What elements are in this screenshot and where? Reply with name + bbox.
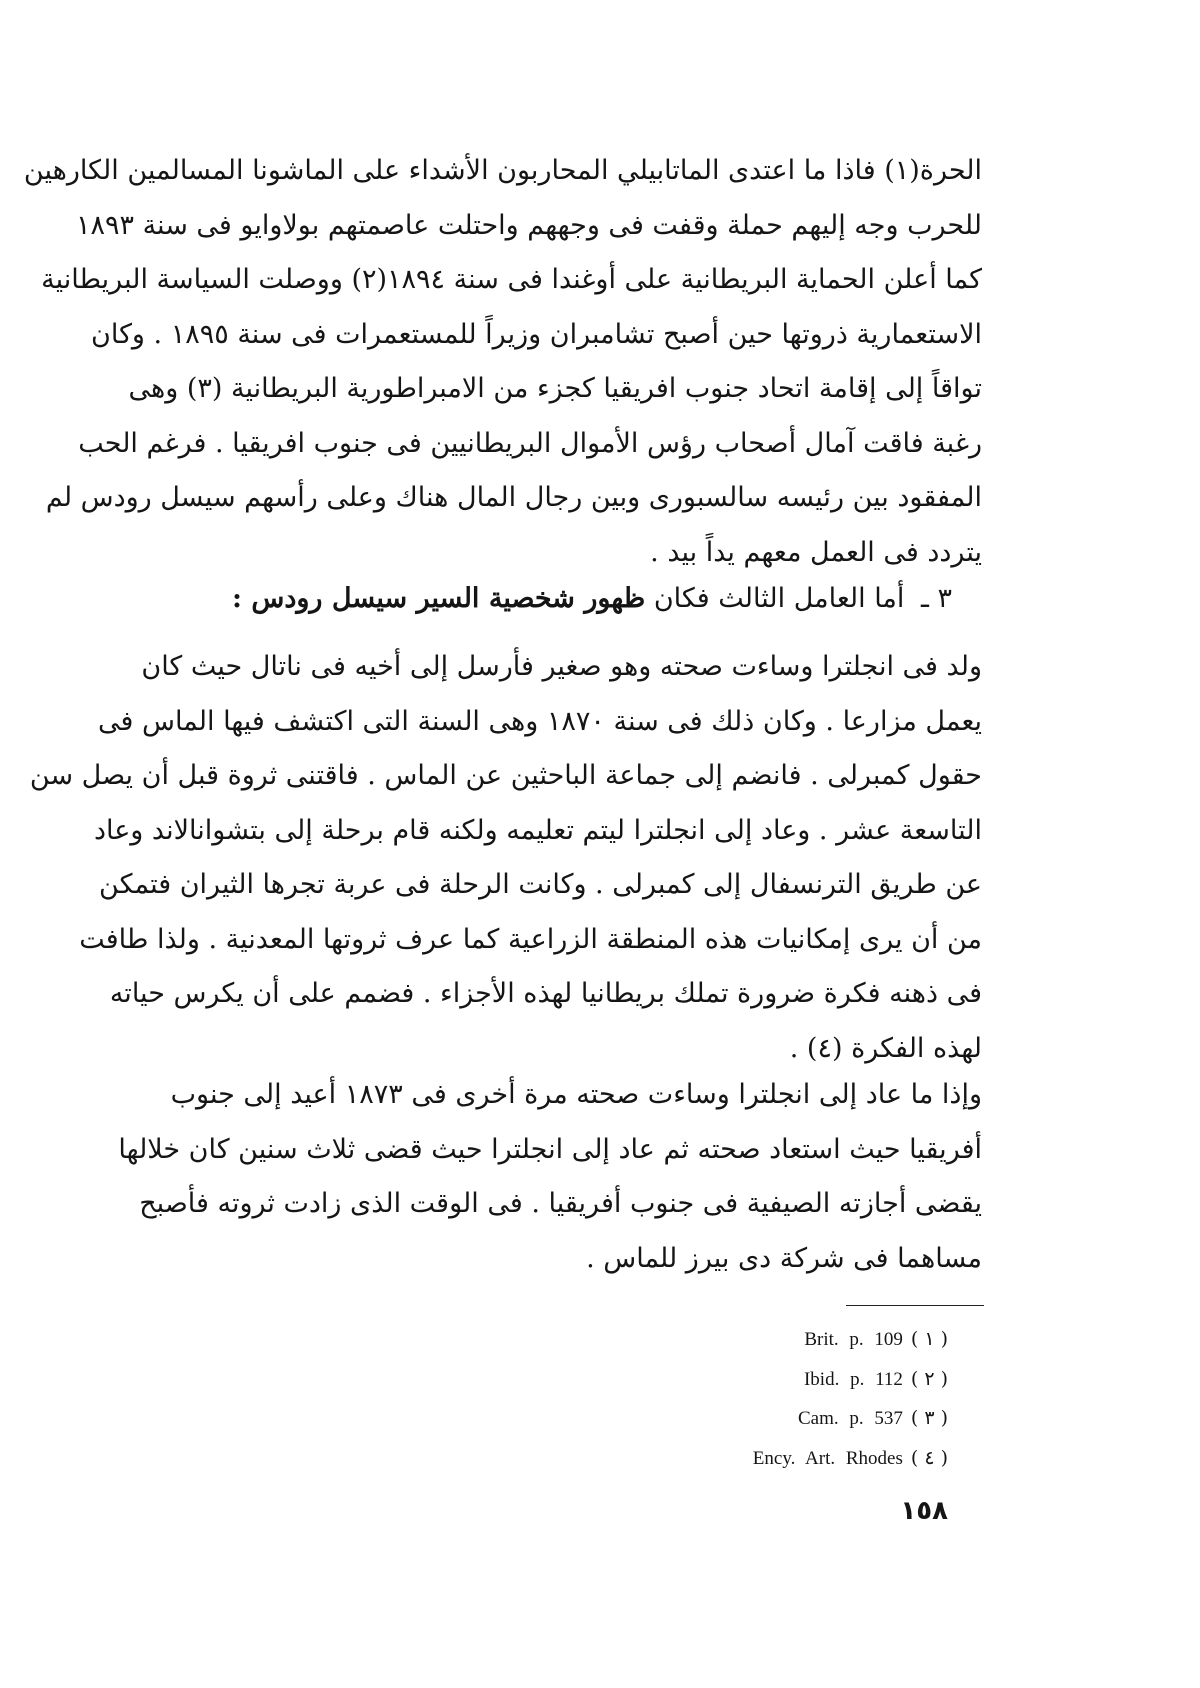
footnote-number: ( ٣ )	[910, 1407, 948, 1429]
paragraph-line: التاسعة عشر . وعاد إلى انجلترا ليتم تعليمه ولكنه قام برحلة إلى بتشوانالاند وعاد	[93, 814, 982, 846]
paragraph-line: للحرب وجه إليهم حملة وقفت فى وجههم واحتلت عاصمتهم بولاوايو فى سنة ١٨٩٣	[75, 209, 982, 241]
footnote-divider	[846, 1305, 984, 1306]
footnote-reference: Brit. p. 109	[804, 1329, 903, 1350]
paragraph-line: من أن يرى إمكانيات هذه المنطقة الزراعية كما عرف ثروتها المعدنية . ولذا طافت	[79, 923, 982, 955]
footnote-reference: Ency. Art. Rhodes	[752, 1447, 903, 1469]
section-title: ظهور شخصية السير سيسل رودس :	[232, 583, 646, 614]
paragraph-line: ولد فى انجلترا وساءت صحته وهو صغير فأرسل إلى أخيه فى ناتال حيث كان	[141, 651, 982, 682]
section-lead: أما العامل الثالث فكان	[653, 583, 905, 614]
paragraph-line: يتردد فى العمل معهم يداً بيد .	[650, 536, 982, 568]
paragraph-line: رغبة فاقت آمال أصحاب رؤس الأموال البريطانيين فى جنوب افريقيا . فرغم الحب	[78, 427, 982, 459]
paragraph-line: يقضى أجازته الصيفية فى جنوب أفريقيا . فى الوقت الذى زادت ثروته فأصبح	[139, 1188, 982, 1219]
paragraph-line: مساهما فى شركة دى بيرز للماس .	[586, 1242, 982, 1274]
paragraph-line: يعمل مزارعا . وكان ذلك فى سنة ١٨٧٠ وهى السنة التى اكتشف فيها الماس فى	[98, 705, 982, 737]
footnote-number: ( ٢ )	[910, 1367, 948, 1390]
section-heading	[184, 572, 952, 626]
paragraph-line: عن طريق الترنسفال إلى كمبرلى . وكانت الرحلة فى عربة تجرها الثيران فتمكن	[99, 869, 982, 900]
paragraph-line: فى ذهنه فكرة ضرورة تملك بريطانيا لهذه الأجزاء . فضمم على أن يكرس حياته	[109, 978, 982, 1009]
footnote	[660, 1320, 948, 1360]
paragraph-line: الحرة(١) فاذا ما اعتدى الماتابيلي المحاربون الأشداء على الماشونا المسالمين الكارهين	[23, 155, 982, 186]
footnote-reference: Ibid. p. 112	[803, 1368, 903, 1390]
paragraph-3	[118, 1068, 982, 1286]
paragraph-line: أفريقيا حيث استعاد صحته ثم عاد إلى انجلترا حيث قضى ثلاث سنين كان خلالها	[118, 1133, 982, 1165]
footnote	[660, 1439, 948, 1479]
paragraph-line: حقول كمبرلى . فانضم إلى جماعة الباحثين عن الماس . فاقتنى ثروة قبل أن يصل سن	[29, 760, 982, 791]
paragraph-line: الاستعمارية ذروتها حين أصبح تشامبران وزيراً للمستعمرات فى سنة ١٨٩٥ . وكان	[91, 318, 982, 350]
page-number: ١٥٨	[900, 1496, 948, 1526]
paragraph-1	[23, 144, 982, 580]
section-number: ٣ ـ	[920, 583, 952, 614]
footnote	[660, 1399, 948, 1439]
footnote-number: ( ١ )	[910, 1328, 948, 1350]
paragraph-2	[29, 640, 982, 1076]
paragraph-line: المفقود بين رئيسه سالسبورى وبين رجال المال هناك وعلى رأسهم سيسل رودس لم	[45, 482, 982, 513]
footnote-number: ( ٤ )	[910, 1446, 948, 1469]
paragraph-line: كما أعلن الحماية البريطانية على أوغندا فى سنة ١٨٩٤(٢) ووصلت السياسة البريطانية	[41, 264, 982, 295]
footnote-reference: Cam. p. 537	[797, 1408, 903, 1429]
footnotes	[660, 1320, 948, 1478]
paragraph-line: لهذه الفكرة (٤) .	[789, 1032, 982, 1064]
paragraph-line: وإذا ما عاد إلى انجلترا وساءت صحته مرة أخرى فى ١٨٧٣ أعيد إلى جنوب	[170, 1079, 982, 1110]
paragraph-line: تواقاً إلى إقامة اتحاد جنوب افريقيا كجزء من الامبراطورية البريطانية (٣) وهى	[128, 373, 982, 404]
footnote	[660, 1360, 948, 1400]
